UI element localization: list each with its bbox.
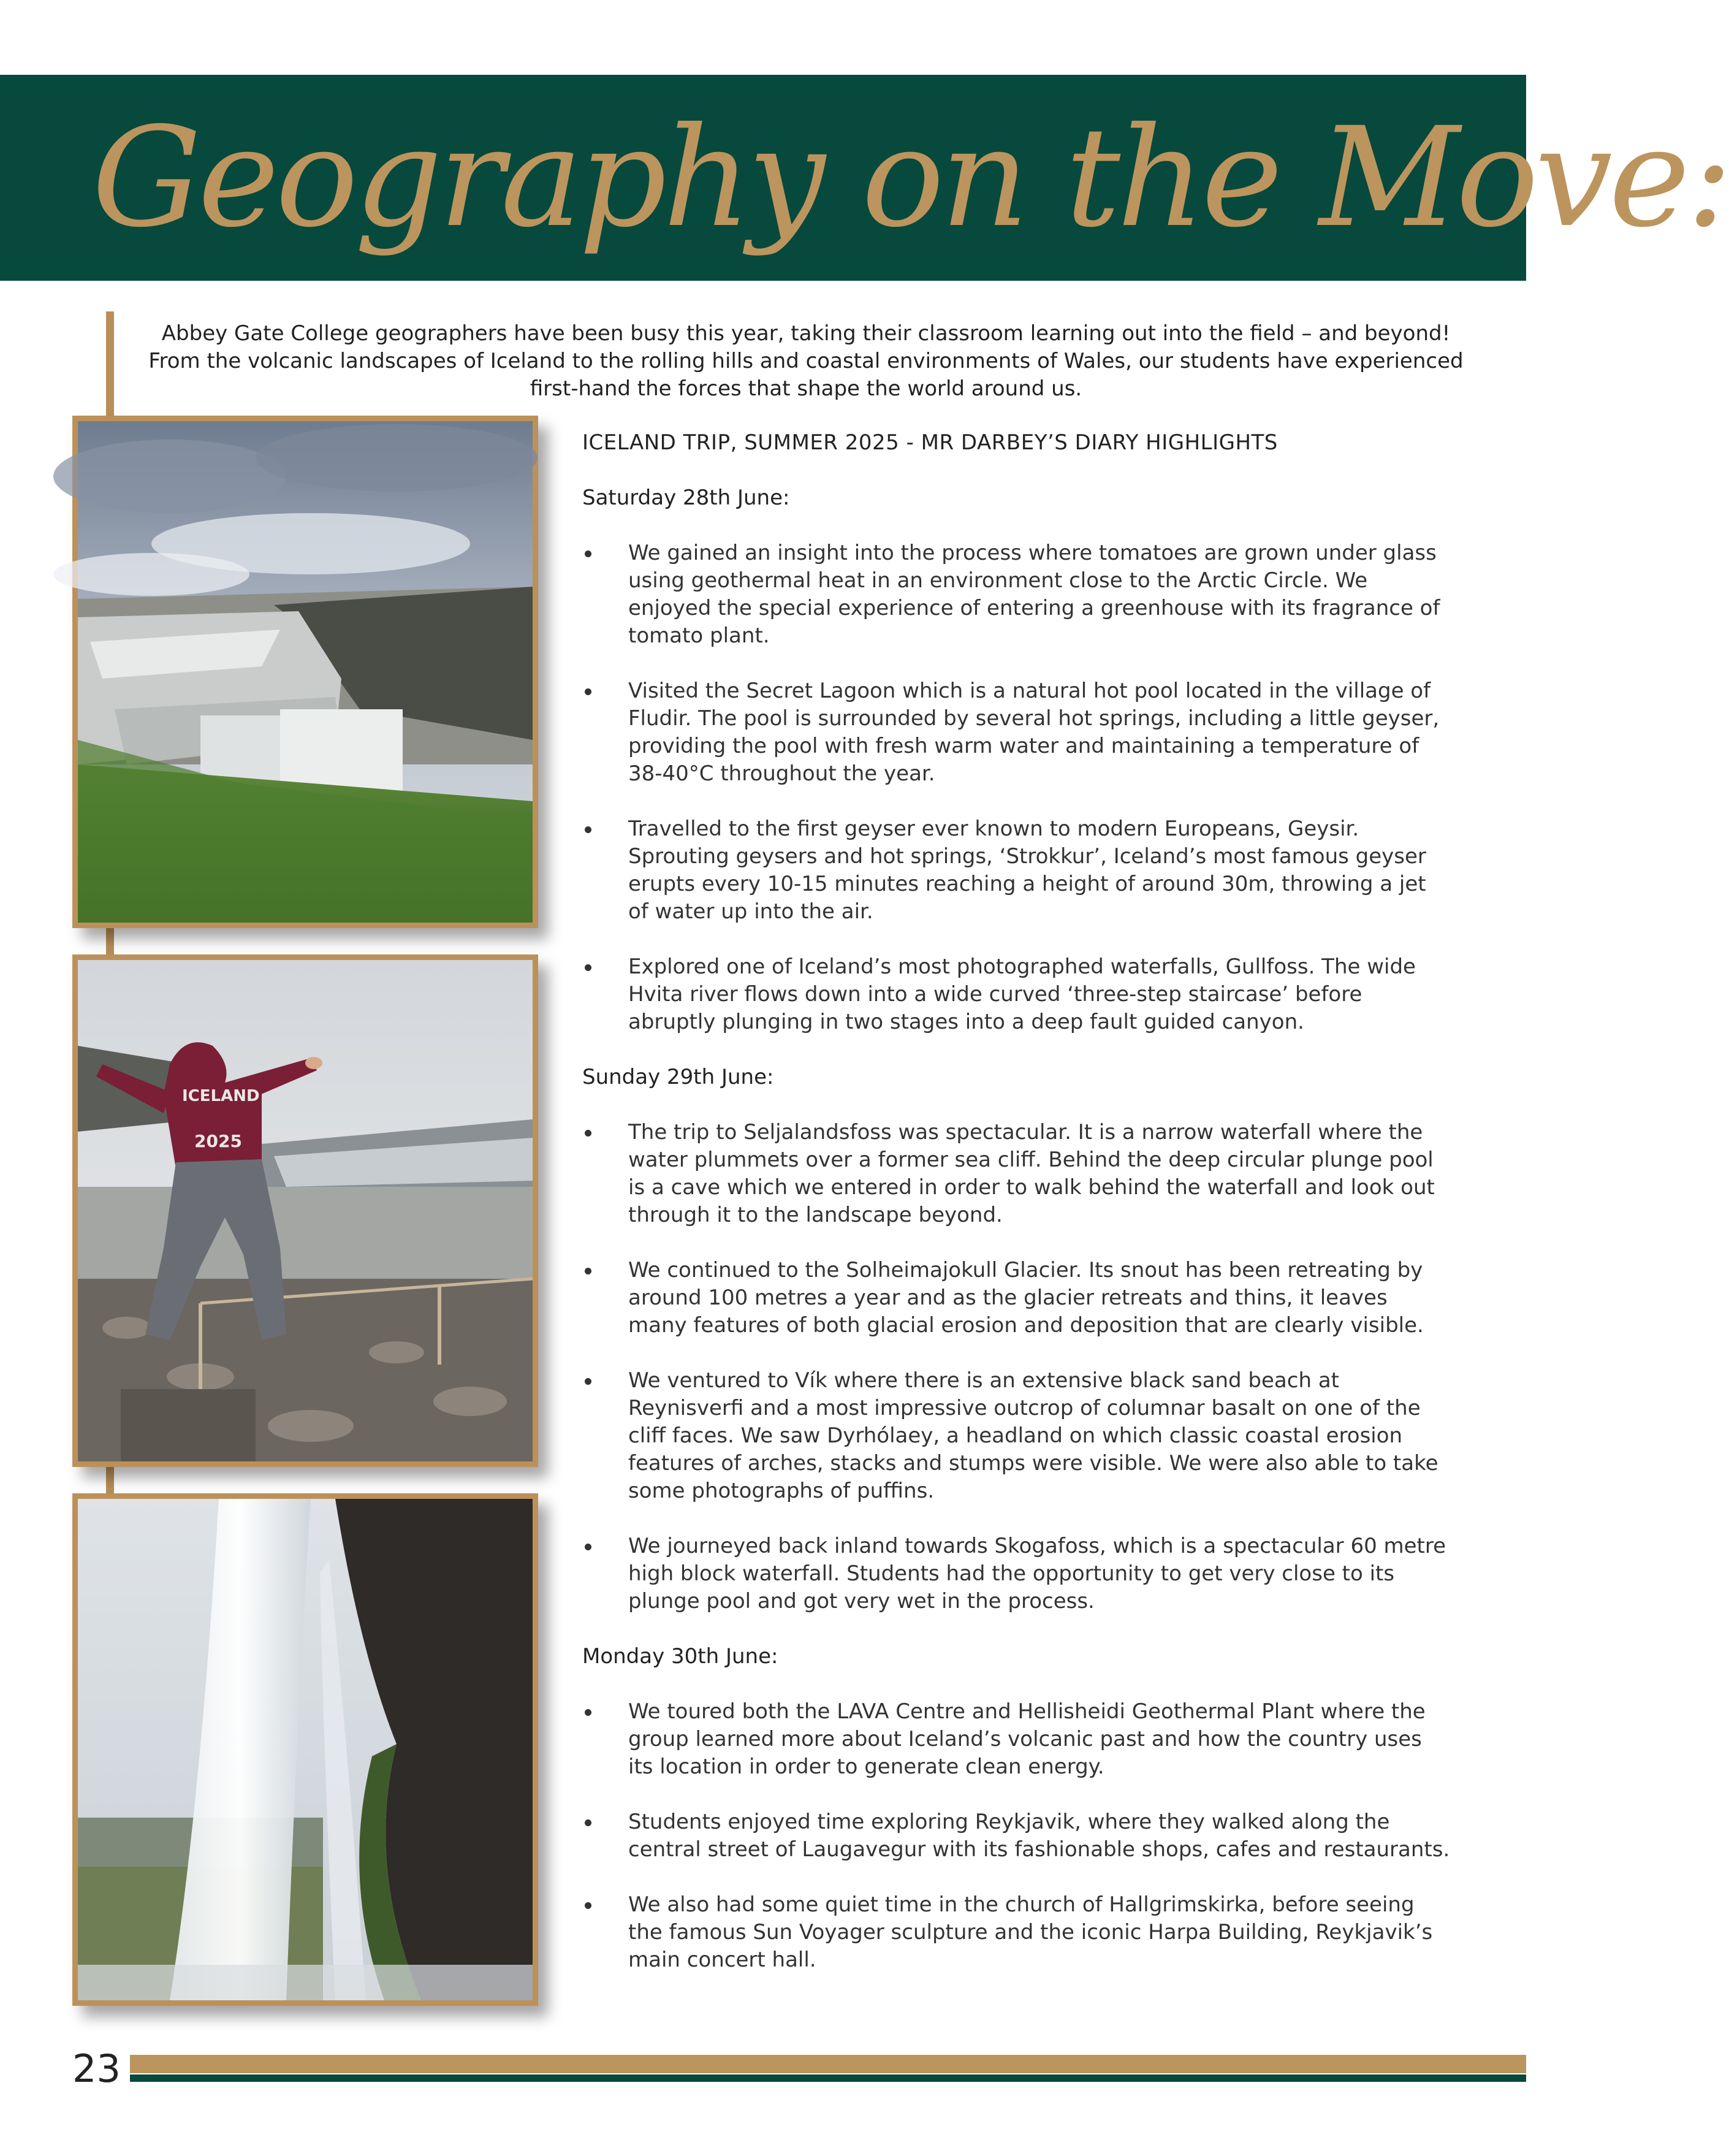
list-item: Travelled to the first geyser ever known to modern Europeans, Geysir. Sprouting geysers and hot springs, ‘Strokkur’, Iceland’s most famous geyser erupts every 10-15 minutes reaching a height of around 30m, throwing a jet of water up into the air. bbox=[582, 815, 1453, 926]
list-item: The trip to Seljalandsfoss was spectacular. It is a narrow waterfall where the water plummets over a former sea cliff. Behind the deep circular plunge pool is a cave which we entered in order to walk behind the waterfall and look out through it to the landscape beyond. bbox=[582, 1119, 1453, 1229]
day-label-monday: Monday 30th June: bbox=[582, 1644, 778, 1669]
list-item: We continued to the Solheimajokull Glacier. Its snout has been retreating by around 100 metres a year and as the glacier retreats and thins, it leaves many features of both glacial erosion and deposition that are clearly visible. bbox=[582, 1257, 1453, 1339]
hoodie-text-year: 2025 bbox=[194, 1131, 242, 1151]
list-item: We journeyed back inland towards Skogafoss, which is a spectacular 60 metre high block waterfall. Students had the opportunity to get very close to its plunge pool and got very wet in the process. bbox=[582, 1533, 1453, 1615]
photo-gullfoss bbox=[72, 416, 538, 928]
gullfoss-image bbox=[78, 421, 533, 923]
list-item: Explored one of Iceland’s most photographed waterfalls, Gullfoss. The wide Hvita river flows down into a wide curved ‘three-step staircase’ before abruptly plunging in two stages into a deep fault guided canyon. bbox=[582, 953, 1453, 1036]
day-label-sunday: Sunday 29th June: bbox=[582, 1065, 774, 1089]
sunday-list bbox=[582, 1119, 1453, 1615]
list-item: Visited the Secret Lagoon which is a natural hot pool located in the village of Fludir. The pool is surrounded by several hot springs, including a little geyser, providing the pool with fresh warm water and maintaining a temperature of 38-40°C throughout the year. bbox=[582, 677, 1453, 788]
seljalandsfoss-image bbox=[78, 1499, 533, 2000]
monday-list bbox=[582, 1698, 1453, 1974]
list-item: Students enjoyed time exploring Reykjavik, where they walked along the central street of Laugavegur with its fashionable shops, cafes and restaurants. bbox=[582, 1808, 1453, 1864]
article-body bbox=[582, 429, 1453, 2002]
list-item: We ventured to Vík where there is an extensive black sand beach at Reynisverfi and a most impressive outcrop of columnar basalt on one of the cliff faces. We saw Dyrhólaey, a headland on which classic coastal erosion features of arches, stacks and stumps were visible. We were also able to take some photographs of puffins. bbox=[582, 1367, 1453, 1505]
page-number: 23 bbox=[72, 2046, 121, 2091]
photo-seljalandsfoss bbox=[72, 1493, 538, 2006]
page-title: Geography on the Move: bbox=[92, 97, 1729, 257]
list-item: We toured both the LAVA Centre and Hellisheidi Geothermal Plant where the group learned more about Iceland’s volcanic past and how the country uses its location in order to generate clean energy. bbox=[582, 1698, 1453, 1781]
glacier-student-image bbox=[78, 960, 533, 1461]
list-item: We gained an insight into the process where tomatoes are grown under glass using geothermal heat in an environment close to the Arctic Circle. We enjoyed the special experience of entering a greenhouse with its fragrance of tomato plant. bbox=[582, 539, 1453, 650]
intro-paragraph: Abbey Gate College geographers have been busy this year, taking their classroom learning out into the field – and beyond! From the volcanic landscapes of Iceland to the rolling hills and coastal environments of Wales, our students have experienced first-hand the forces that shape the world around us. bbox=[148, 321, 1464, 401]
article-heading: ICELAND TRIP, SUMMER 2025 - MR DARBEY’S DIARY HIGHLIGHTS bbox=[582, 430, 1278, 455]
footer-gold-bar bbox=[130, 2055, 1526, 2073]
list-item: We also had some quiet time in the church of Hallgrimskirka, before seeing the famous Sun Voyager sculpture and the iconic Harpa Building, Reykjavik’s main concert hall. bbox=[582, 1891, 1453, 1974]
footer-green-bar bbox=[130, 2074, 1526, 2082]
day-label-saturday: Saturday 28th June: bbox=[582, 486, 790, 510]
photo-glacier-student bbox=[72, 954, 538, 1467]
saturday-list bbox=[582, 539, 1453, 1036]
hoodie-text-iceland: ICELAND bbox=[182, 1087, 260, 1105]
